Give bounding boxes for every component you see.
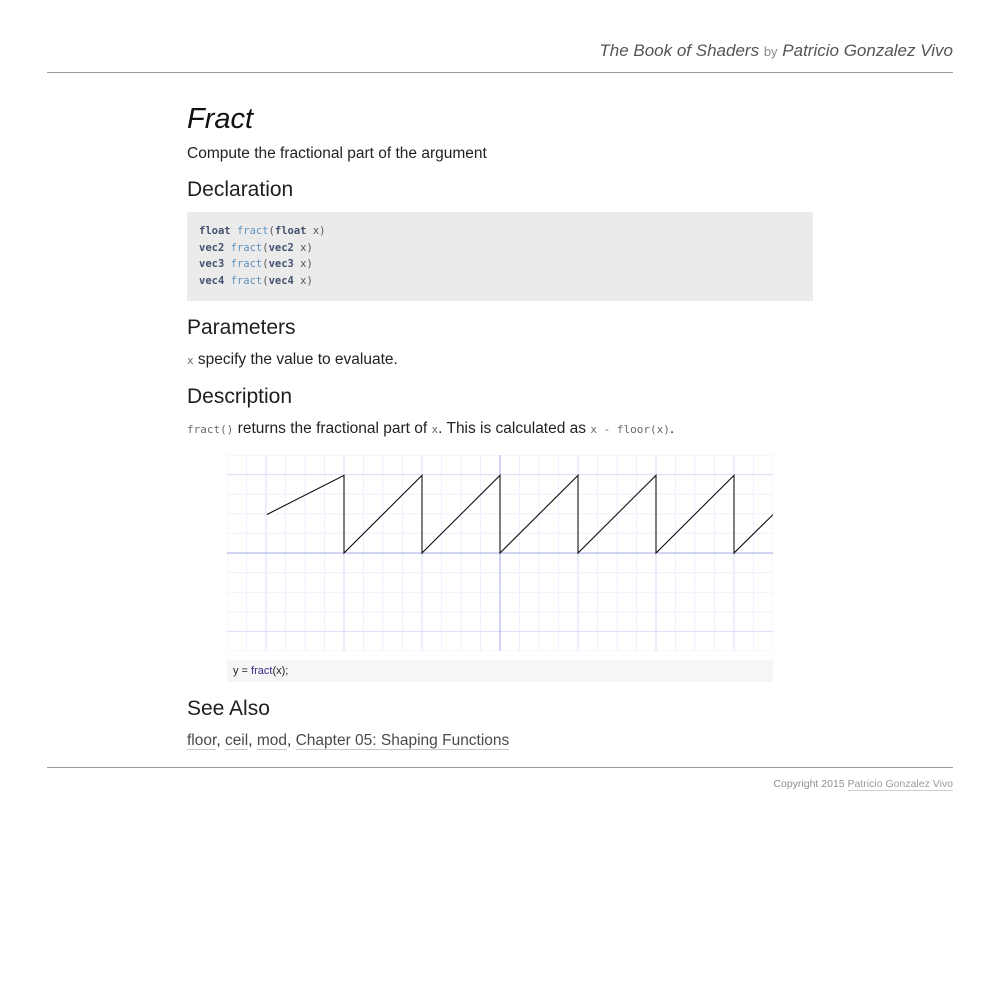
description-heading: Description bbox=[187, 385, 293, 408]
code-function-name: fract bbox=[230, 258, 263, 270]
link-separator: , bbox=[248, 732, 257, 749]
author-name[interactable]: Patricio Gonzalez Vivo bbox=[782, 41, 953, 60]
code-paren: ) bbox=[319, 225, 326, 237]
description-text bbox=[187, 418, 674, 441]
inline-code: x bbox=[431, 423, 439, 436]
site-footer bbox=[47, 767, 953, 790]
code-return-type: vec4 bbox=[199, 274, 225, 287]
function-plot-svg bbox=[227, 455, 773, 651]
code-paren: ( bbox=[262, 274, 269, 287]
code-paren: ) bbox=[306, 274, 313, 287]
code-return-type: vec3 bbox=[199, 258, 225, 270]
site-header bbox=[47, 36, 953, 73]
plot-caption-suffix: (x); bbox=[272, 665, 289, 677]
code-paren: ) bbox=[306, 258, 313, 270]
code-return-type: float bbox=[199, 225, 231, 237]
see-also-link-chapter-05[interactable]: Chapter 05: Shaping Functions bbox=[295, 732, 510, 749]
link-separator: , bbox=[286, 732, 296, 749]
parameter-text: specify the value to evaluate. bbox=[193, 351, 398, 368]
site-title bbox=[599, 41, 953, 62]
description-segment: returns the fractional part of bbox=[233, 420, 432, 437]
link-separator: , bbox=[216, 732, 225, 749]
see-also-link-mod[interactable]: mod bbox=[256, 732, 287, 749]
by-label: by bbox=[763, 44, 778, 59]
code-paren: ) bbox=[306, 241, 313, 254]
plot-caption-function: fract bbox=[251, 665, 273, 677]
copyright-notice bbox=[773, 777, 953, 791]
code-paren: ( bbox=[268, 225, 275, 237]
plot-caption-prefix: y = bbox=[233, 665, 252, 677]
main-content bbox=[187, 100, 813, 749]
code-line bbox=[199, 273, 801, 290]
declaration-code-block bbox=[187, 212, 813, 301]
code-arg-name: x bbox=[306, 225, 320, 237]
see-also-heading: See Also bbox=[187, 697, 270, 720]
code-arg-name: x bbox=[293, 241, 307, 254]
see-also-link-ceil[interactable]: ceil bbox=[224, 732, 249, 749]
function-plot bbox=[227, 455, 773, 651]
page-title: Fract bbox=[187, 103, 254, 135]
code-arg-type: float bbox=[274, 225, 307, 237]
book-title[interactable]: The Book of Shaders bbox=[599, 41, 760, 60]
inline-code: x - floor(x) bbox=[590, 423, 670, 436]
copyright-text: Copyright 2015 bbox=[773, 778, 848, 790]
code-function-name: fract bbox=[236, 225, 269, 237]
parameter-name: x bbox=[187, 354, 194, 367]
inline-code: fract() bbox=[187, 423, 234, 436]
code-arg-name: x bbox=[293, 274, 307, 287]
code-return-type: vec2 bbox=[199, 241, 225, 254]
code-arg-type: vec2 bbox=[268, 241, 294, 254]
page-subtitle: Compute the fractional part of the argument bbox=[187, 145, 487, 162]
code-arg-type: vec3 bbox=[268, 258, 294, 270]
description-segment: . bbox=[669, 420, 675, 437]
code-line bbox=[199, 240, 801, 257]
code-function-name: fract bbox=[230, 241, 263, 254]
code-arg-name: x bbox=[293, 258, 307, 270]
code-line bbox=[199, 256, 801, 273]
code-paren: ( bbox=[262, 241, 269, 254]
description-segment: . This is calculated as bbox=[438, 420, 591, 437]
code-function-name: fract bbox=[230, 274, 263, 287]
code-line bbox=[199, 223, 801, 240]
see-also-link-floor[interactable]: floor bbox=[187, 732, 217, 749]
footer-author-link[interactable]: Patricio Gonzalez Vivo bbox=[847, 778, 953, 790]
code-paren: ( bbox=[262, 258, 269, 270]
declaration-heading: Declaration bbox=[187, 178, 294, 201]
parameters-heading: Parameters bbox=[187, 316, 296, 339]
plot-caption[interactable] bbox=[227, 660, 773, 682]
parameter-description bbox=[187, 349, 398, 372]
code-arg-type: vec4 bbox=[268, 274, 294, 287]
see-also-links bbox=[187, 730, 509, 752]
